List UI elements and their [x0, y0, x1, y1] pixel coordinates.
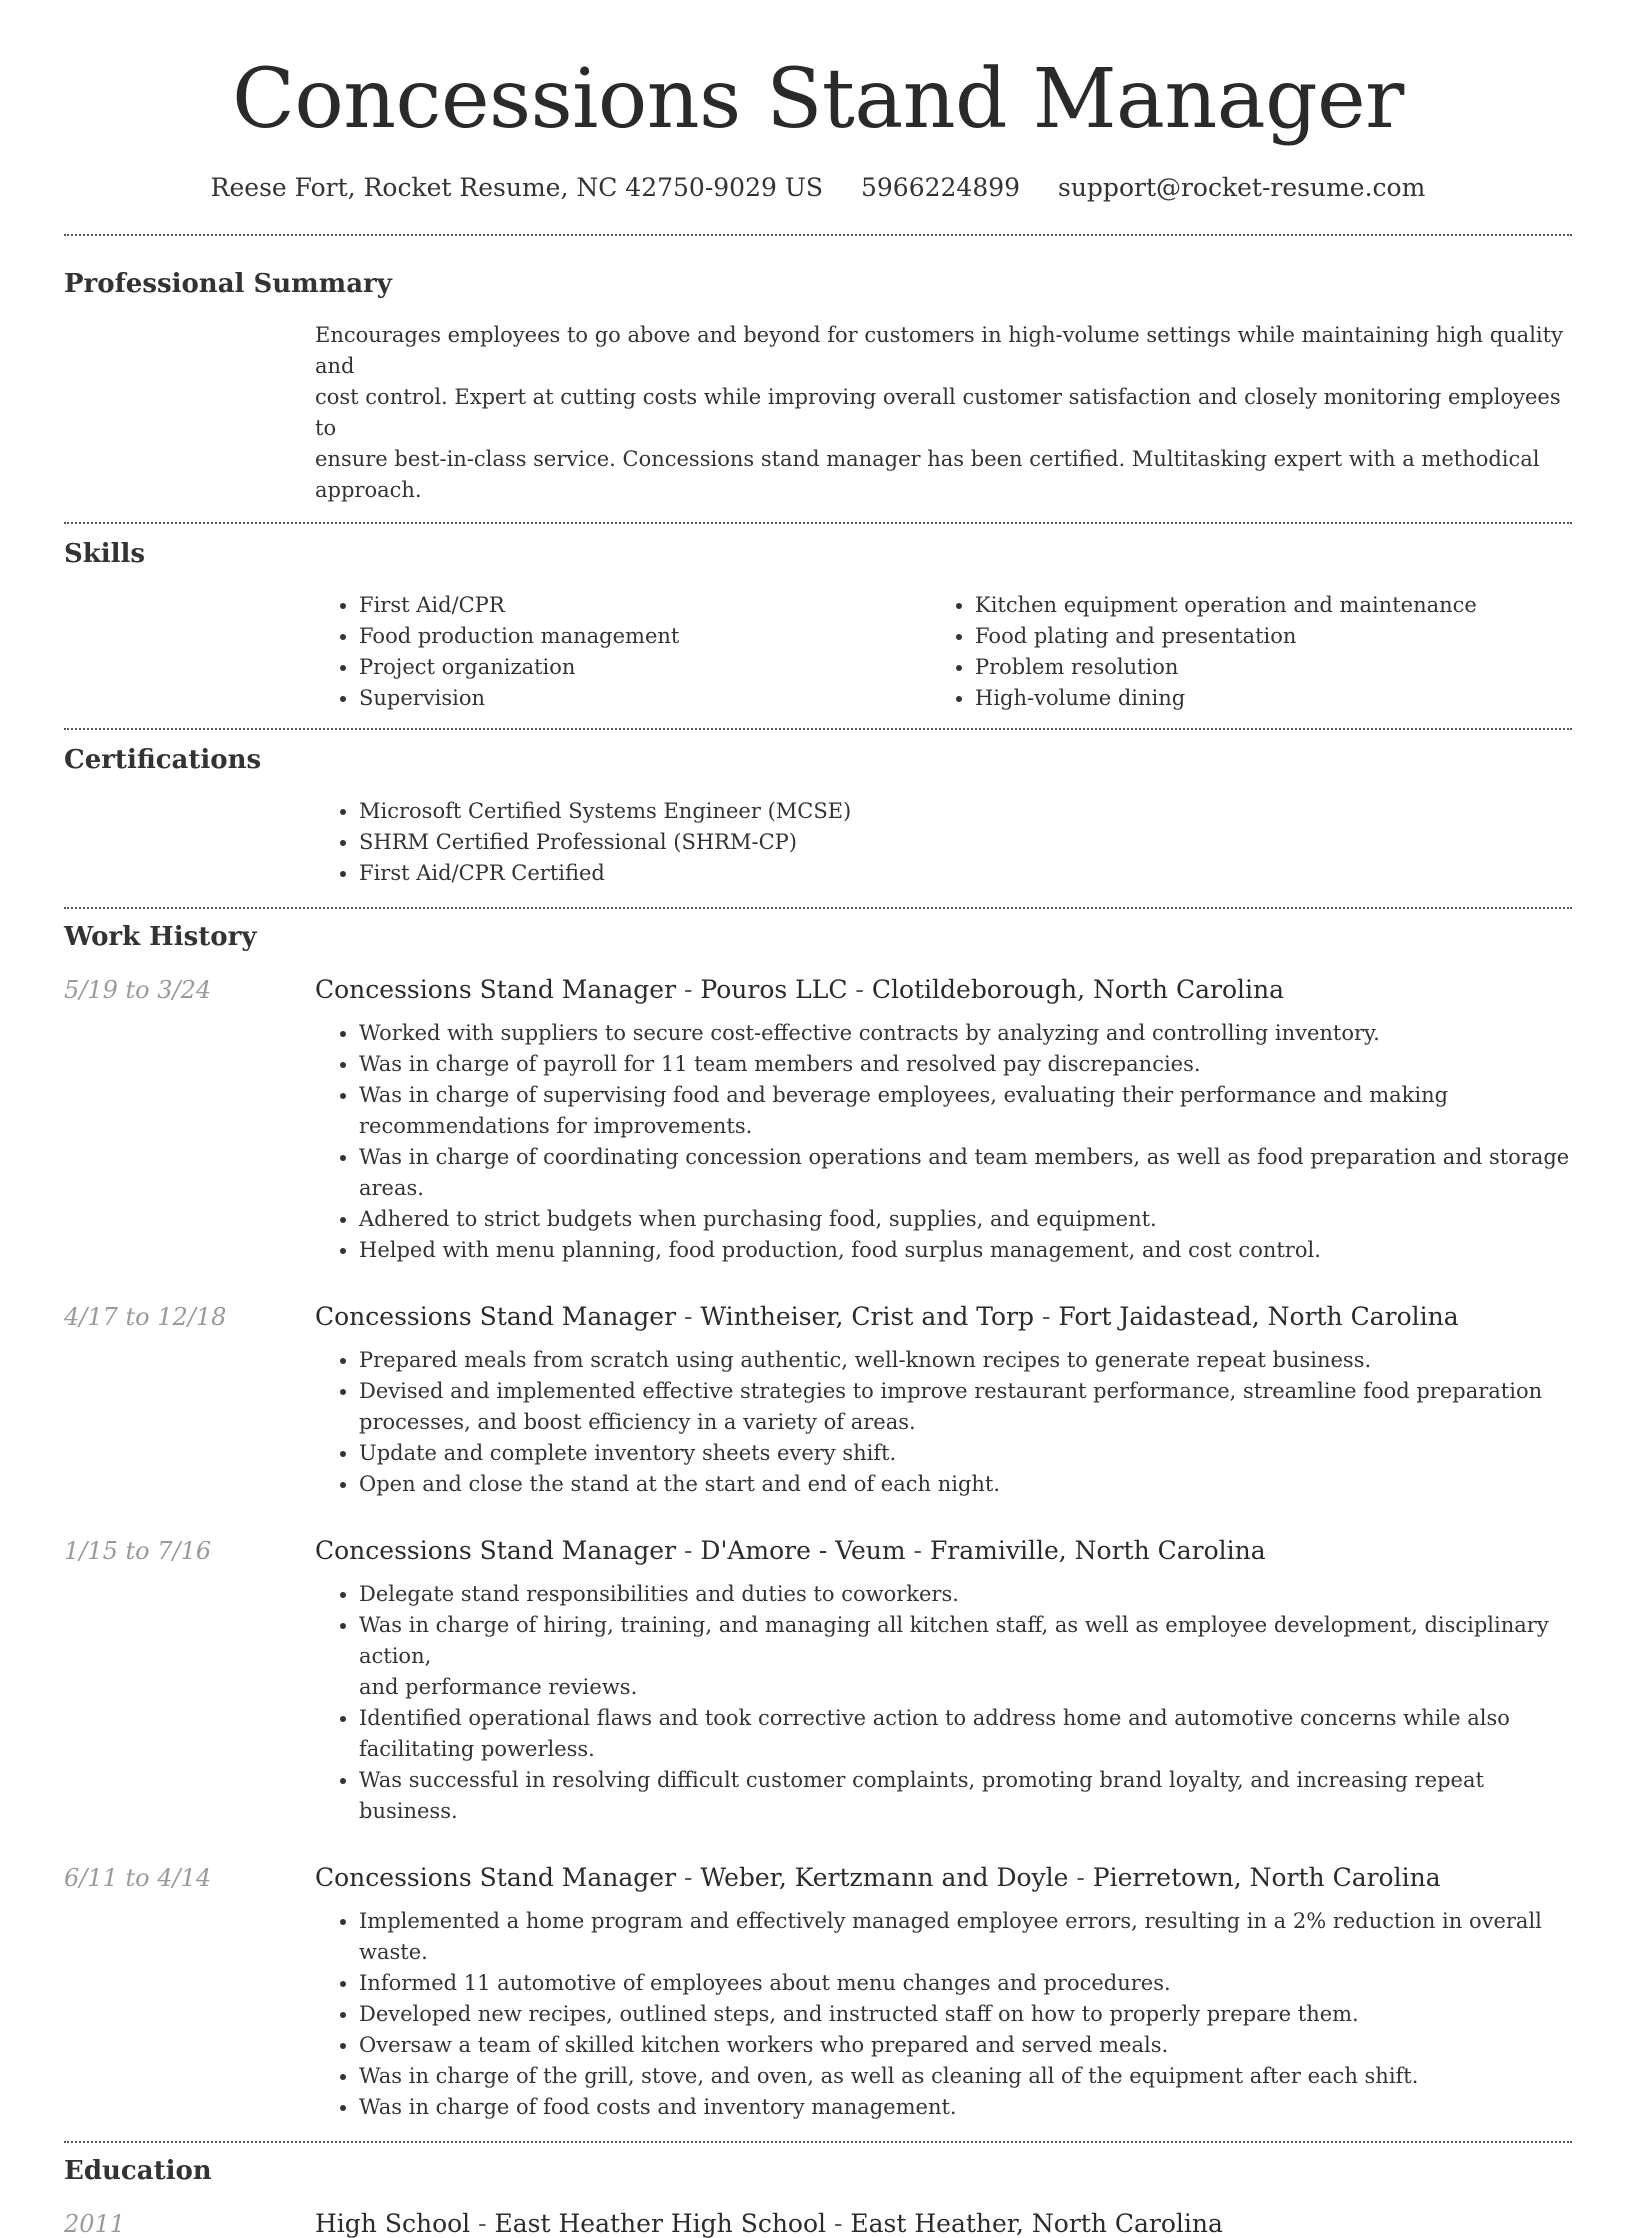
- job-heading: Concessions Stand Manager - Wintheiser, Crist and Torp - Fort Jaidastead, North Carolina: [315, 1302, 1459, 1331]
- bullet-line: Prepared meals from scratch using authentic, well-known recipes to generate repeat business.: [359, 1348, 1372, 1372]
- job-date: 5/19 to 3/24: [64, 976, 212, 1004]
- certifications-list: [315, 796, 1572, 889]
- job-bullet: [359, 1703, 1572, 1765]
- bullet-line: Update and complete inventory sheets every shift.: [359, 1441, 897, 1465]
- bullet-line: Helped with menu planning, food production, food surplus management, and cost control.: [359, 1238, 1321, 1262]
- work-history-section: [64, 919, 1572, 2123]
- job-bullet: [359, 1765, 1572, 1827]
- bullet-line: Was in charge of supervising food and beverage employees, evaluating their performance and making: [359, 1083, 1449, 1107]
- summary-line: cost control. Expert at cutting costs while improving overall customer satisfaction and closely monitoring employees to: [315, 385, 1561, 440]
- contact-address: Reese Fort, Rocket Resume, NC 42750-9029 US: [210, 173, 824, 202]
- job-bullet: [359, 1968, 1572, 1999]
- bullet-line: Devised and implemented effective strategies to improve restaurant performance, streamline food preparation: [359, 1379, 1543, 1403]
- certification-item: • First Aid/CPR Certified: [359, 858, 1572, 889]
- summary-heading: Professional Summary: [64, 269, 392, 299]
- skills-column-left: [315, 590, 931, 714]
- job-company: Weber, Kertzmann and Doyle: [700, 1863, 1069, 1892]
- job-bullets: [315, 1018, 1572, 1266]
- job-header: [64, 975, 1572, 1004]
- job-location: Fort Jaidastead, North Carolina: [1058, 1302, 1459, 1331]
- skill-item: • First Aid/CPR: [359, 590, 931, 621]
- summary-line: approach.: [315, 478, 422, 502]
- bullet-line: Was in charge of coordinating concession operations and team members, as well as food preparation and storage areas.: [359, 1145, 1570, 1200]
- contact-line: [64, 170, 1572, 206]
- education-date: 2011: [64, 2210, 126, 2238]
- job-title: Concessions Stand Manager: [315, 1536, 677, 1565]
- bullet-line: Was in charge of hiring, training, and managing all kitchen staff, as well as employee development, disciplinary action,: [359, 1613, 1549, 1668]
- summary-line: ensure best-in-class service. Concessions stand manager has been certified. Multitasking expert with a methodical: [315, 447, 1540, 471]
- job-company: Pouros LLC: [700, 975, 848, 1004]
- job-header: [64, 1863, 1572, 1892]
- summary-text: [315, 320, 1572, 506]
- section-divider: [64, 728, 1572, 730]
- certifications-heading: Certifications: [64, 745, 262, 775]
- bullet-line: Delegate stand responsibilities and duties to coworkers.: [359, 1582, 959, 1606]
- job-company: Wintheiser, Crist and Torp: [700, 1302, 1035, 1331]
- job-heading: Concessions Stand Manager - Weber, Kertzmann and Doyle - Pierretown, North Carolina: [315, 1863, 1441, 1892]
- education-heading: Education: [64, 2156, 212, 2186]
- job-bullet: [359, 1018, 1572, 1049]
- job-bullet: [359, 1142, 1572, 1204]
- bullet-line: Informed 11 automotive of employees about menu changes and procedures.: [359, 1971, 1171, 1995]
- job-location: Framiville, North Carolina: [929, 1536, 1266, 1565]
- bullet-line: Identified operational flaws and took corrective action to address home and automotive concerns while also: [359, 1706, 1510, 1730]
- job-entry: [64, 975, 1572, 1266]
- job-heading: Concessions Stand Manager - Pouros LLC - Clotildeborough, North Carolina: [315, 975, 1284, 1004]
- certification-item: • SHRM Certified Professional (SHRM-CP): [359, 827, 1572, 858]
- job-bullet: [359, 2092, 1572, 2123]
- bullet-line: Implemented a home program and effectively managed employee errors, resulting in a 2% reduction in overall waste.: [359, 1909, 1542, 1964]
- skills-section: [64, 536, 1572, 714]
- skill-item: • Food plating and presentation: [975, 621, 1547, 652]
- job-bullet: [359, 1376, 1572, 1438]
- summary-line: Encourages employees to go above and beyond for customers in high-volume settings while maintaining high quality and: [315, 323, 1563, 378]
- job-bullet: [359, 1235, 1572, 1266]
- bullet-line: processes, and boost efficiency in a variety of areas.: [359, 1410, 916, 1434]
- bullet-line: Open and close the stand at the start and end of each night.: [359, 1472, 1001, 1496]
- contact-phone: 5966224899: [860, 173, 1021, 202]
- job-bullet: [359, 1906, 1572, 1968]
- skill-item: • Problem resolution: [975, 652, 1547, 683]
- education-location: East Heather, North Carolina: [850, 2209, 1223, 2238]
- bullet-line: facilitating powerless.: [359, 1737, 595, 1761]
- job-company: D'Amore - Veum: [700, 1536, 906, 1565]
- job-header: [64, 1302, 1572, 1331]
- job-entry: [64, 1302, 1572, 1500]
- resume-page: [64, 0, 1572, 2238]
- bullet-line: Was in charge of food costs and inventory management.: [359, 2095, 957, 2119]
- certification-item: • Microsoft Certified Systems Engineer (MCSE): [359, 796, 1572, 827]
- job-entry: [64, 1863, 1572, 2123]
- job-bullet: [359, 2061, 1572, 2092]
- job-title: Concessions Stand Manager: [315, 1302, 677, 1331]
- skill-item: • Kitchen equipment operation and maintenance: [975, 590, 1547, 621]
- skills-heading: Skills: [64, 539, 146, 569]
- job-bullet: [359, 2030, 1572, 2061]
- job-heading: Concessions Stand Manager - D'Amore - Veum - Framiville, North Carolina: [315, 1536, 1266, 1565]
- skill-item: • Food production management: [359, 621, 931, 652]
- job-bullet: [359, 1610, 1572, 1703]
- job-bullet: [359, 1999, 1572, 2030]
- section-divider: [64, 2141, 1572, 2143]
- bullet-line: Developed new recipes, outlined steps, and instructed staff on how to properly prepare them.: [359, 2002, 1359, 2026]
- bullet-line: Oversaw a team of skilled kitchen workers who prepared and served meals.: [359, 2033, 1169, 2057]
- education-header: [64, 2209, 1572, 2238]
- skills-columns: [315, 590, 1572, 714]
- job-date: 6/11 to 4/14: [64, 1864, 212, 1892]
- bullet-line: Was successful in resolving difficult customer complaints, promoting brand loyalty, and increasing repeat business.: [359, 1768, 1484, 1823]
- education-entry: [64, 2209, 1572, 2238]
- job-bullet: [359, 1579, 1572, 1610]
- job-date: 4/17 to 12/18: [64, 1303, 227, 1331]
- work-history-heading: Work History: [64, 922, 257, 952]
- job-header: [64, 1536, 1572, 1565]
- job-entry: [64, 1536, 1572, 1827]
- job-bullet: [359, 1204, 1572, 1235]
- bullet-line: Was in charge of payroll for 11 team members and resolved pay discrepancies.: [359, 1052, 1201, 1076]
- summary-section: [64, 266, 1572, 506]
- job-location: Clotildeborough, North Carolina: [871, 975, 1284, 1004]
- skill-item: • Project organization: [359, 652, 931, 683]
- certifications-section: [64, 742, 1572, 889]
- job-location: Pierretown, North Carolina: [1092, 1863, 1441, 1892]
- job-bullet: [359, 1049, 1572, 1080]
- section-divider: [64, 907, 1572, 909]
- bullet-line: Worked with suppliers to secure cost-effective contracts by analyzing and controlling inventory.: [359, 1021, 1380, 1045]
- bullet-line: and performance reviews.: [359, 1675, 638, 1699]
- job-bullet: [359, 1469, 1572, 1500]
- job-bullets: [315, 1906, 1572, 2123]
- bullet-line: Adhered to strict budgets when purchasing food, supplies, and equipment.: [359, 1207, 1157, 1231]
- job-title: Concessions Stand Manager: [315, 975, 677, 1004]
- bullet-line: Was in charge of the grill, stove, and oven, as well as cleaning all of the equipment after each shift.: [359, 2064, 1419, 2088]
- education-degree: High School: [315, 2209, 471, 2238]
- education-section: [64, 2153, 1572, 2238]
- job-bullet: [359, 1438, 1572, 1469]
- bullet-line: recommendations for improvements.: [359, 1114, 753, 1138]
- section-divider: [64, 522, 1572, 524]
- skills-column-right: [931, 590, 1547, 714]
- candidate-name: Concessions Stand Manager: [232, 52, 1404, 147]
- education-heading-line: High School - East Heather High School - East Heather, North Carolina: [315, 2209, 1223, 2238]
- job-bullet: [359, 1345, 1572, 1376]
- job-bullet: [359, 1080, 1572, 1142]
- job-date: 1/15 to 7/16: [64, 1537, 212, 1565]
- education-school: East Heather High School: [494, 2209, 827, 2238]
- section-divider: [64, 234, 1572, 236]
- job-bullets: [315, 1579, 1572, 1827]
- skill-item: • Supervision: [359, 683, 931, 714]
- contact-email: support@rocket-resume.com: [1058, 173, 1426, 202]
- job-title: Concessions Stand Manager: [315, 1863, 677, 1892]
- skill-item: • High-volume dining: [975, 683, 1547, 714]
- job-bullets: [315, 1345, 1572, 1500]
